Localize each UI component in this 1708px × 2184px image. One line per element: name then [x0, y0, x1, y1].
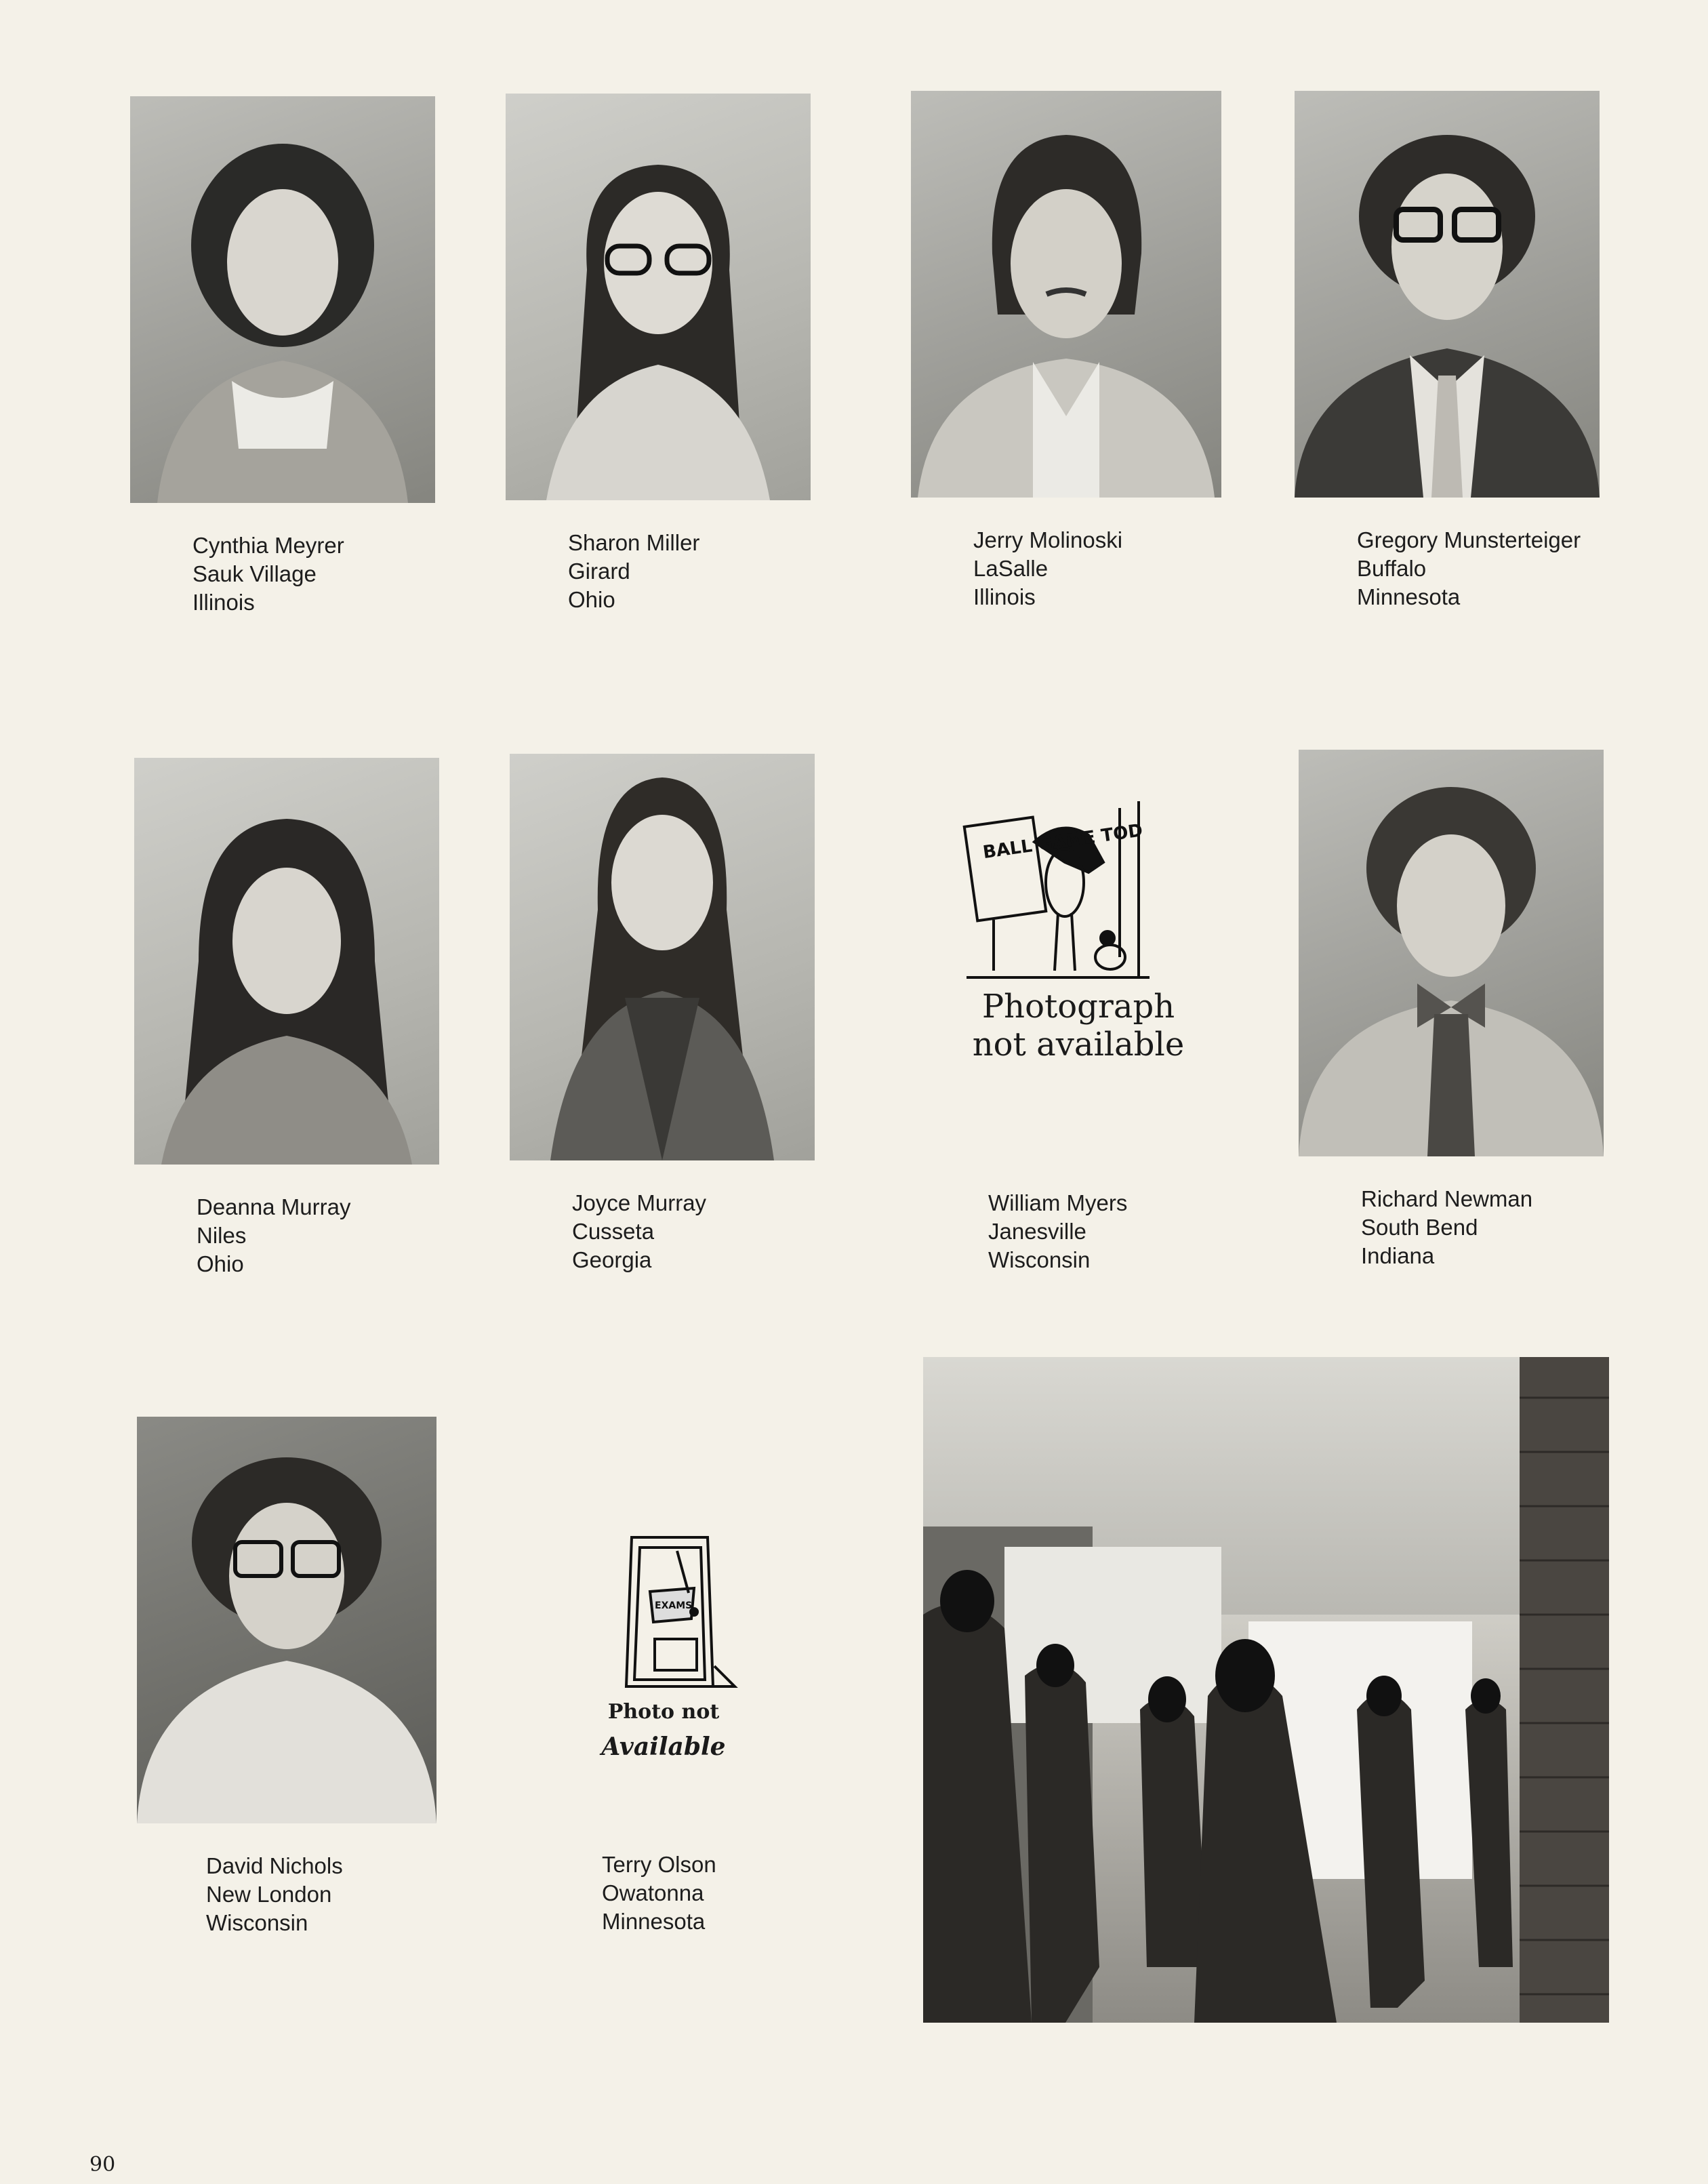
student-caption	[197, 1193, 487, 1278]
student-city: New London	[206, 1882, 332, 1907]
portrait-figure	[130, 96, 435, 503]
student-photo	[911, 91, 1221, 498]
student-city: Owatonna	[602, 1880, 704, 1905]
available-label: Available	[601, 1733, 726, 1761]
student-city: Sauk Village	[192, 561, 317, 586]
student-city: South Bend	[1361, 1215, 1478, 1240]
student-entry	[130, 96, 483, 617]
student-city: Niles	[197, 1223, 247, 1248]
student-photo	[137, 1417, 436, 1823]
student-caption	[973, 526, 1263, 611]
student-caption	[1357, 526, 1647, 611]
student-photo	[1299, 750, 1604, 1156]
hallway-candid-photo	[923, 1357, 1609, 2023]
exams-sign-text: EXAMS	[655, 1600, 693, 1611]
student-state: Wisconsin	[206, 1910, 308, 1935]
student-name: David Nichols	[206, 1853, 343, 1878]
student-photo	[1295, 91, 1600, 498]
student-entry	[137, 1417, 489, 1937]
photo-not-available	[531, 1415, 836, 1822]
student-name: Richard Newman	[1361, 1186, 1533, 1211]
na-line-1: Photograph	[981, 988, 1175, 1026]
student-caption	[206, 1852, 489, 1937]
student-entry	[1299, 750, 1651, 1270]
student-name: Sharon Miller	[568, 530, 700, 555]
student-caption	[1361, 1185, 1651, 1270]
portrait-figure	[510, 754, 815, 1160]
student-name: Cynthia Meyrer	[192, 533, 344, 558]
student-photo	[506, 94, 811, 500]
na-line-2: not available	[972, 1026, 1185, 1064]
student-state: Minnesota	[602, 1909, 706, 1934]
photo-not-available	[926, 754, 1231, 1160]
student-name: Deanna Murray	[197, 1194, 351, 1219]
student-entry	[134, 758, 487, 1278]
student-caption	[568, 529, 858, 614]
student-name: Jerry Molinoski	[973, 527, 1123, 552]
student-state: Ohio	[568, 587, 615, 612]
ballgame-sign-text: BALL GAME TOD	[981, 820, 1144, 864]
student-name: Gregory Munsterteiger	[1357, 527, 1581, 552]
student-caption	[572, 1189, 862, 1274]
student-city: Cusseta	[572, 1219, 655, 1244]
portrait-figure	[1295, 91, 1600, 498]
student-entry	[506, 94, 858, 614]
student-city: Janesville	[988, 1219, 1086, 1244]
student-photo	[134, 758, 439, 1165]
student-name: William Myers	[988, 1190, 1128, 1215]
student-photo	[130, 96, 435, 503]
page-number: 90	[89, 2153, 116, 2177]
student-state: Indiana	[1361, 1243, 1435, 1268]
student-name: Terry Olson	[602, 1852, 716, 1877]
photo-not-label: Photo not	[607, 1700, 720, 1724]
student-entry	[510, 754, 862, 1274]
student-name: Joyce Murray	[572, 1190, 707, 1215]
student-city: LaSalle	[973, 556, 1049, 581]
portrait-figure	[1299, 750, 1604, 1156]
student-state: Illinois	[973, 584, 1036, 609]
student-city: Buffalo	[1357, 556, 1427, 581]
student-state: Illinois	[192, 590, 255, 615]
student-entry	[531, 1415, 884, 1936]
ballgame-cartoon-icon	[926, 754, 1231, 1160]
photo-not-available-label	[926, 988, 1231, 1064]
student-city: Girard	[568, 559, 630, 584]
portrait-figure	[134, 758, 439, 1165]
student-caption	[192, 531, 483, 617]
student-entry	[1295, 91, 1647, 611]
student-photo	[510, 754, 815, 1160]
student-caption	[988, 1189, 1278, 1274]
portrait-figure	[506, 94, 811, 500]
student-caption	[602, 1851, 884, 1936]
student-state: Ohio	[197, 1251, 244, 1276]
hallway-scene	[923, 1357, 1609, 2023]
student-state: Minnesota	[1357, 584, 1461, 609]
student-entry	[926, 754, 1278, 1274]
exams-door-icon	[531, 1415, 836, 1822]
portrait-figure	[137, 1417, 436, 1823]
student-state: Georgia	[572, 1247, 652, 1272]
student-state: Wisconsin	[988, 1247, 1091, 1272]
student-entry	[911, 91, 1263, 611]
portrait-figure	[911, 91, 1221, 498]
